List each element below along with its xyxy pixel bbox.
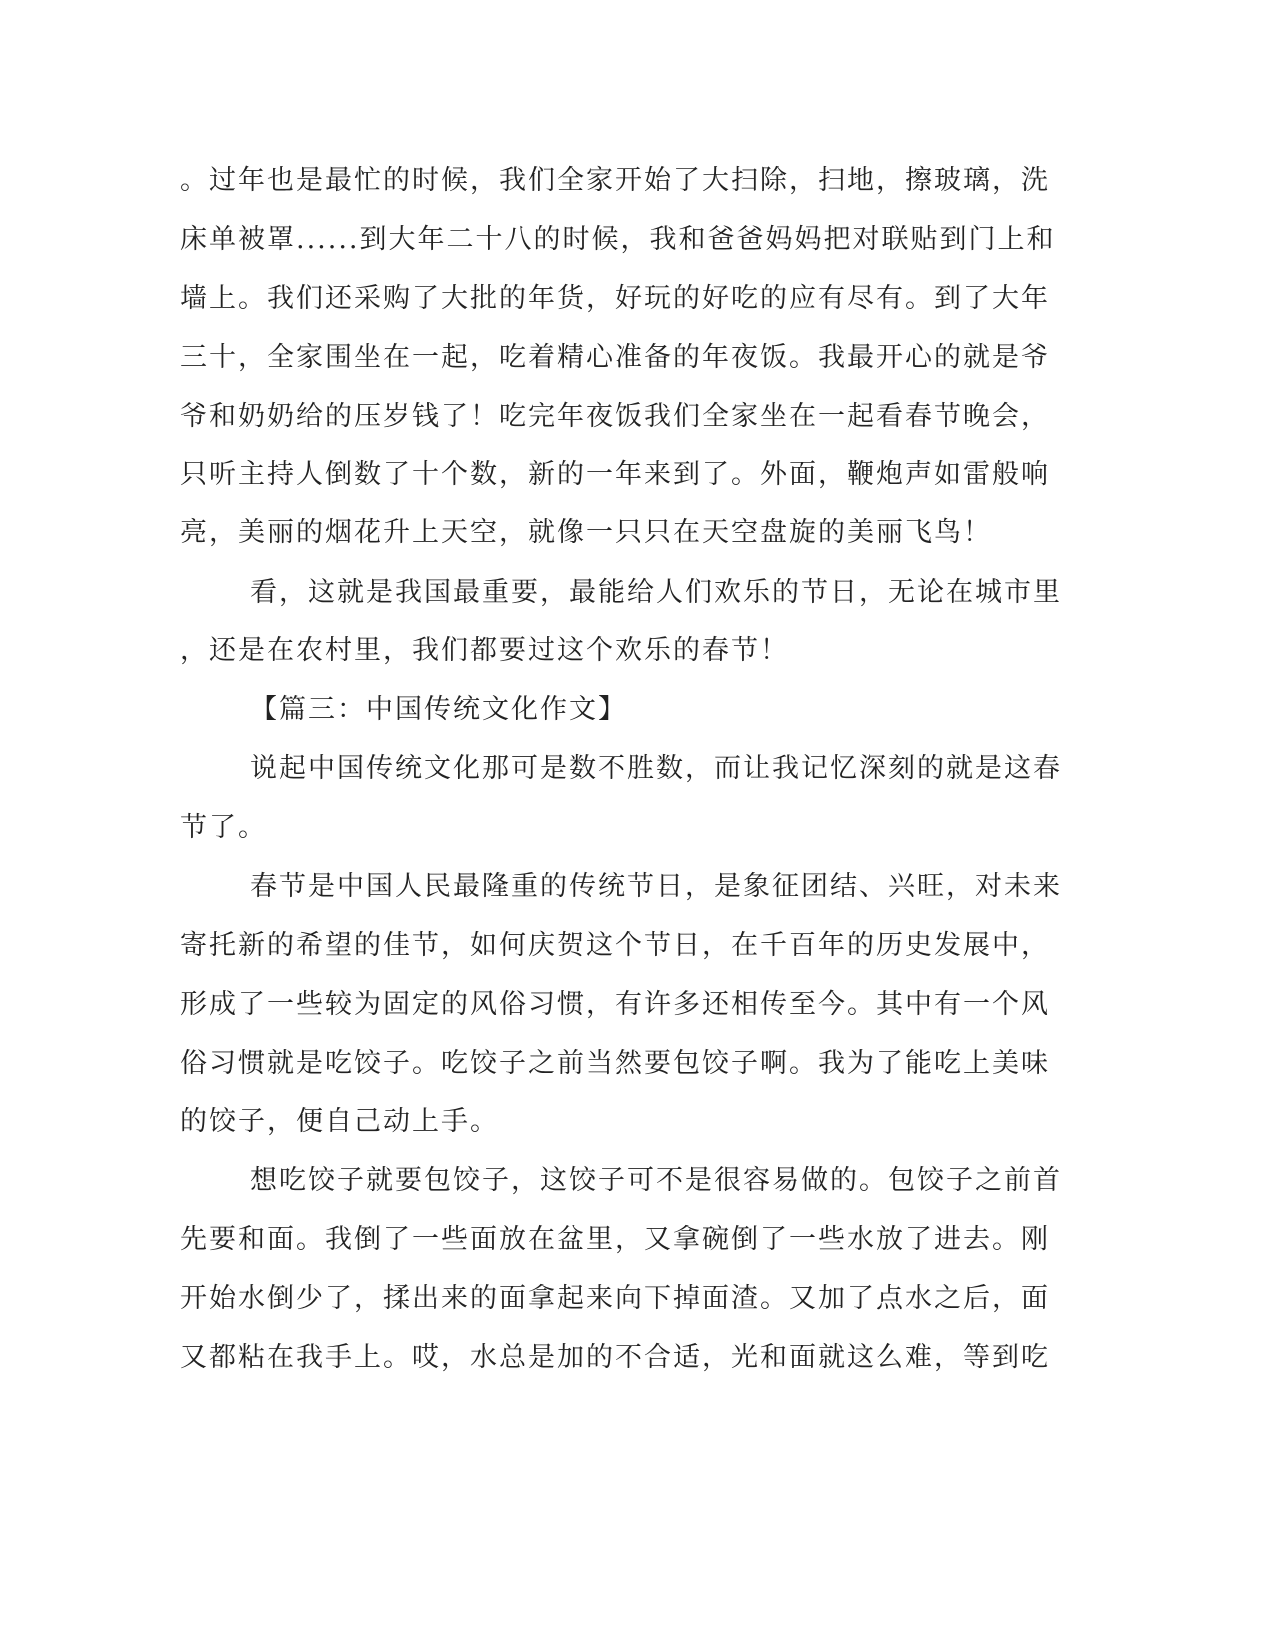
text-line: 先要和面。我倒了一些面放在盆里，又拿碗倒了一些水放了进去。刚 <box>180 1224 1050 1255</box>
text-line: 。过年也是最忙的时候，我们全家开始了大扫除，扫地，擦玻璃，洗 <box>180 165 1050 196</box>
text-line: 俗习惯就是吃饺子。吃饺子之前当然要包饺子啊。我为了能吃上美味 <box>180 1048 1050 1079</box>
text-line: 爷和奶奶给的压岁钱了！吃完年夜饭我们全家坐在一起看春节晚会， <box>180 401 1050 432</box>
text-line: 床单被罩......到大年二十八的时候，我和爸爸妈妈把对联贴到门上和 <box>180 224 1056 255</box>
text-line: 看，这就是我国最重要，最能给人们欢乐的节日，无论在城市里 <box>250 577 1062 608</box>
text-line: 想吃饺子就要包饺子，这饺子可不是很容易做的。包饺子之前首 <box>250 1165 1062 1196</box>
text-line: 开始水倒少了，揉出来的面拿起来向下掉面渣。又加了点水之后，面 <box>180 1283 1050 1314</box>
text-line: 春节是中国人民最隆重的传统节日，是象征团结、兴旺，对未来 <box>250 871 1062 902</box>
text-line: 形成了一些较为固定的风俗习惯，有许多还相传至今。其中有一个风 <box>180 989 1050 1020</box>
text-line: ，还是在农村里，我们都要过这个欢乐的春节！ <box>180 635 789 666</box>
text-line: 亮，美丽的烟花升上天空，就像一只只在天空盘旋的美丽飞鸟！ <box>180 517 992 548</box>
text-line: 说起中国传统文化那可是数不胜数，而让我记忆深刻的就是这春 <box>250 753 1062 784</box>
section-heading: 【篇三：中国传统文化作文】 <box>250 694 627 725</box>
text-line: 三十，全家围坐在一起，吃着精心准备的年夜饭。我最开心的就是爷 <box>180 342 1050 373</box>
text-line: 又都粘在我手上。哎，水总是加的不合适，光和面就这么难，等到吃 <box>180 1342 1050 1373</box>
text-line: 墙上。我们还采购了大批的年货，好玩的好吃的应有尽有。到了大年 <box>180 283 1050 314</box>
text-line: 节了。 <box>180 812 267 843</box>
text-line: 寄托新的希望的佳节，如何庆贺这个节日，在千百年的历史发展中， <box>180 930 1050 961</box>
text-line: 的饺子，便自己动上手。 <box>180 1106 499 1137</box>
text-line: 只听主持人倒数了十个数，新的一年来到了。外面，鞭炮声如雷般响 <box>180 459 1050 490</box>
